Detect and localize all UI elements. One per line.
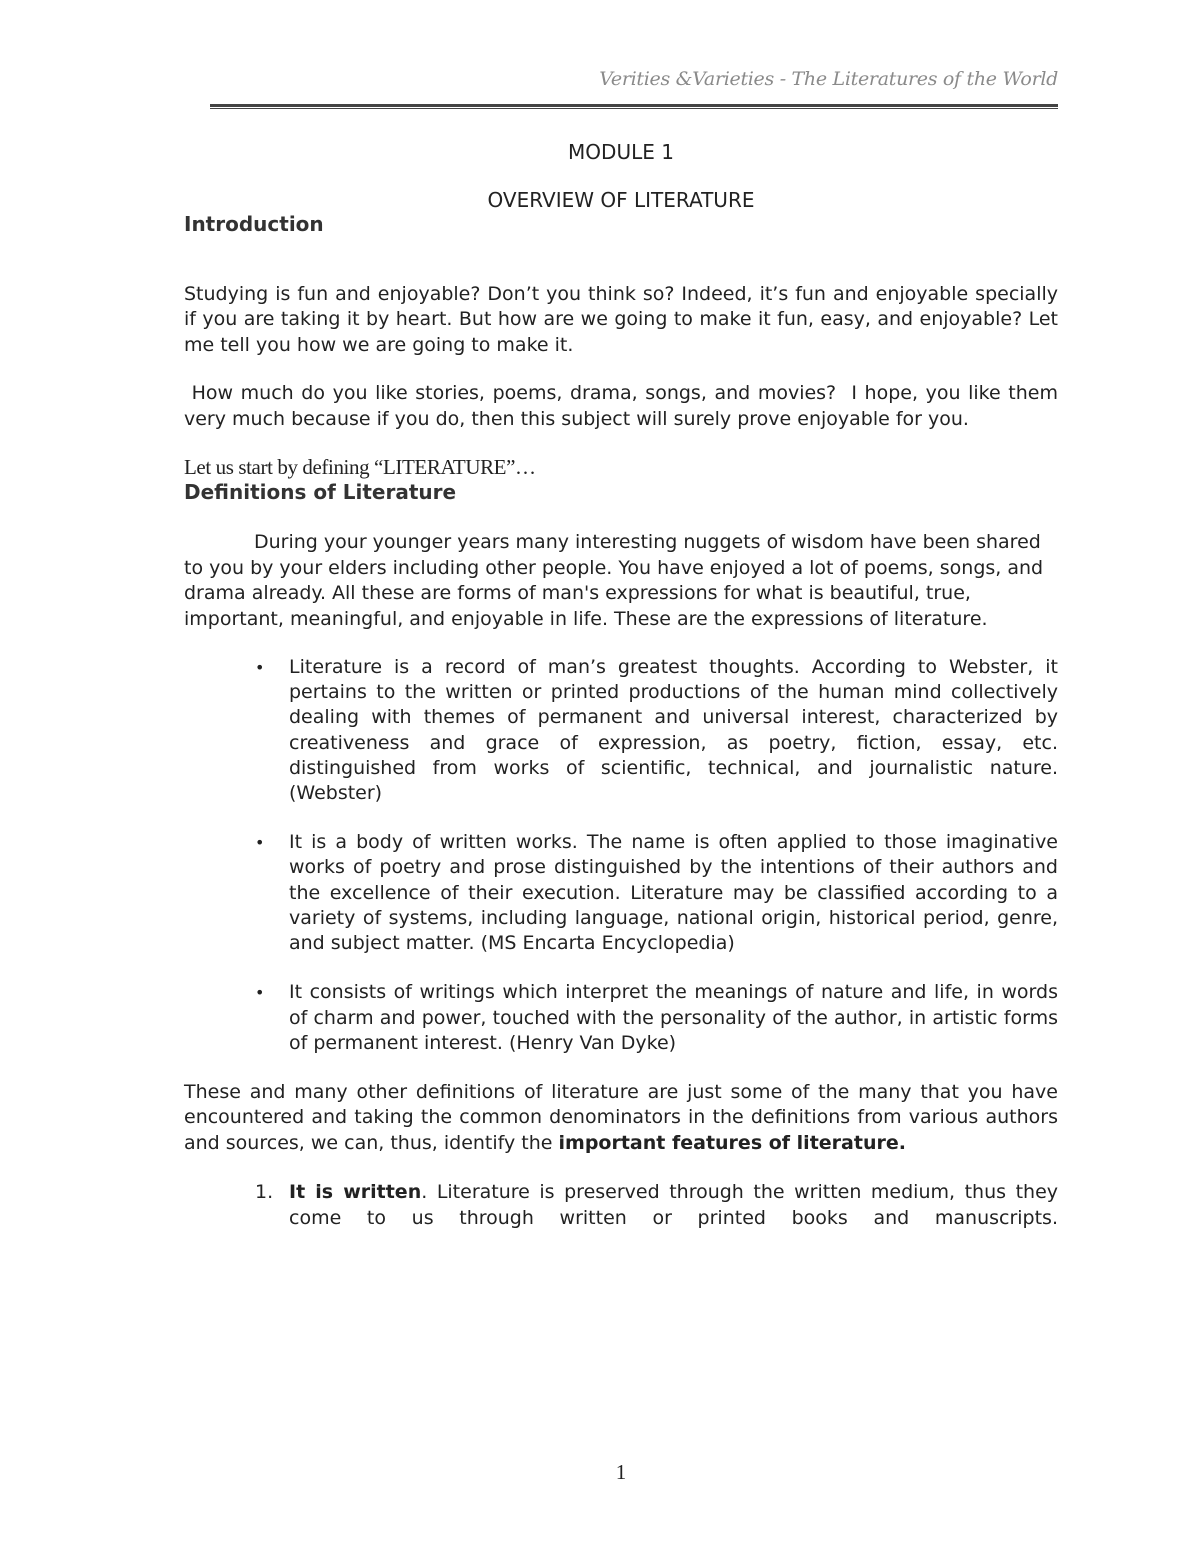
intro-paragraph-1: Studying is fun and enjoyable? Don’t you think so? Indeed, it’s fun and enjoyable specially if you are taking it by heart. But how are we going to make it fun, easy, and enjoyable? Let me tell you how we are going to make it. xyxy=(184,283,1058,356)
introduction-heading: Introduction xyxy=(184,212,324,236)
summary-bold-text: important features of literature. xyxy=(558,1131,906,1154)
summary-paragraph xyxy=(184,1080,1058,1156)
definition-text: It consists of writings which interpret the meanings of nature and life, in words of charm and power, touched with the personality of the author, in artistic forms of permanent interest. (Henry Van Dyke) xyxy=(289,981,1058,1054)
header-rule-thin xyxy=(210,108,1058,109)
definition-text: It is a body of written works. The name is often applied to those imaginative works of poetry and prose distinguished by the intentions of their authors and the excellence of their execution. Literature may be classified according to a variety of systems, including language, national origin, historical period, genre, and subject matter. (MS Encarta Encyclopedia) xyxy=(289,831,1058,955)
list-item xyxy=(255,980,1058,1056)
list-item xyxy=(255,830,1058,956)
summary-text: These and many other definitions of literature are just some of the many that you have encountered and taking the common denominators in the definitions from various authors and sources, we can, thus, identify the xyxy=(184,1080,1058,1154)
bullet-icon: • xyxy=(255,983,265,1003)
feature-number: 1. xyxy=(255,1181,274,1204)
bullet-icon: • xyxy=(255,833,265,853)
header-rule-thick xyxy=(210,104,1058,107)
definition-text: Literature is a record of man’s greatest thoughts. According to Webster, it pertains to the written or printed productions of the human mind collectively dealing with themes of permanent and universal interest, characterized by creativeness and grace of expression, as poetry, fiction, essay, etc. distinguished from works of scientific, technical, and journalistic nature. (Webster) xyxy=(289,656,1058,805)
module-number: MODULE 1 xyxy=(568,140,674,164)
definitions-list xyxy=(184,655,1058,1056)
running-header: Verities &Varieties - The Literatures of the World xyxy=(599,68,1058,90)
intro-paragraph-3: Let us start by defining “LITERATURE”… xyxy=(184,455,536,480)
page-content xyxy=(184,140,1065,1231)
intro-paragraph-2: How much do you like stories, poems, drama, songs, and movies? I hope, you like them very much because if you do, then this subject will surely prove enjoyable for you. xyxy=(184,382,1065,430)
module-title: OVERVIEW OF LITERATURE xyxy=(487,188,755,212)
definitions-intro-paragraph: During your younger years many interesting nuggets of wisdom have been shared to you by your elders including other people. You have enjoyed a lot of poems, songs, and drama already. All these are forms of man's expressions for what is beautiful, true, important, meaningful, and enjoyable in life. These are the expressions of literature. xyxy=(184,531,1044,630)
bullet-icon: • xyxy=(255,658,265,678)
feature-title: It is written xyxy=(289,1181,422,1204)
features-list xyxy=(184,1180,1058,1231)
list-item xyxy=(255,1180,1058,1231)
definitions-heading: Definitions of Literature xyxy=(184,480,457,505)
feature-text: . Literature is preserved through the written medium, thus they come to us through written or printed books and manuscripts. xyxy=(289,1181,1058,1229)
page-number: 1 xyxy=(615,1460,627,1484)
list-item xyxy=(255,655,1058,806)
